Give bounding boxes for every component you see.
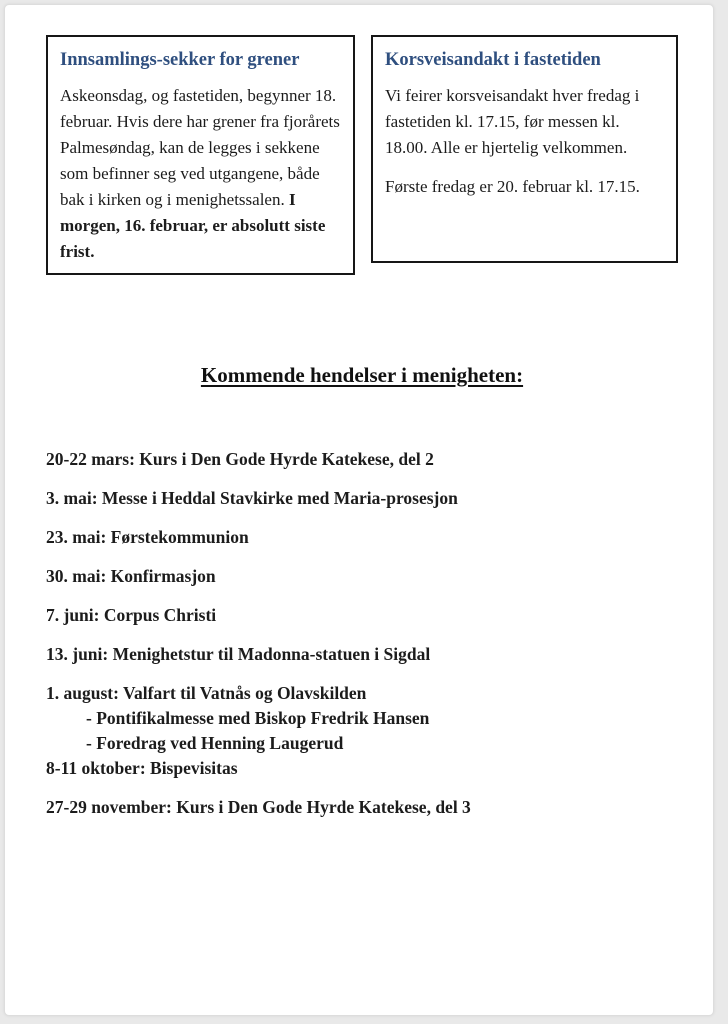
- page-content: [5, 5, 679, 819]
- info-box-innsamling: [46, 35, 355, 275]
- info-box-paragraph: Første fredag er 20. februar kl. 17.15.: [385, 177, 640, 196]
- event-item: 20-22 mars: Kurs i Den Gode Hyrde Katekese, del 2: [46, 449, 434, 469]
- event-item: 3. mai: Messe i Heddal Stavkirke med Maria-prosesjon: [46, 488, 458, 508]
- document-page: [4, 4, 714, 1016]
- events-heading: [46, 363, 678, 388]
- event-item: 23. mai: Førstekommunion: [46, 527, 249, 547]
- info-box-korsvei: [371, 35, 678, 263]
- event-item: 27-29 november: Kurs i Den Gode Hyrde Katekese, del 3: [46, 797, 471, 817]
- events-heading-text: Kommende hendelser i menigheten:: [200, 363, 524, 387]
- info-box-title: Innsamlings-sekker for grener: [60, 50, 300, 70]
- info-boxes-row: [46, 35, 678, 275]
- event-item: 8-11 oktober: Bispevisitas: [46, 758, 238, 778]
- events-list: [46, 447, 678, 819]
- event-item: 13. juni: Menighetstur til Madonna-statuen i Sigdal: [46, 644, 431, 664]
- event-item: 1. august: Valfart til Vatnås og Olavskilden: [46, 683, 367, 703]
- info-box-body: [60, 83, 341, 265]
- info-box-body-bold: I morgen, 16. februar, er absolutt siste frist.: [60, 190, 326, 261]
- event-item: 30. mai: Konfirmasjon: [46, 566, 216, 586]
- info-box-title: Korsveisandakt i fastetiden: [385, 50, 601, 70]
- event-item: 7. juni: Corpus Christi: [46, 605, 217, 625]
- event-subitem: - Foredrag ved Henning Laugerud: [86, 733, 344, 753]
- info-box-paragraph: Vi feirer korsveisandakt hver fredag i fastetiden kl. 17.15, før messen kl. 18.00. Alle er hjertelig velkommen.: [385, 86, 640, 157]
- event-subitem: - Pontifikalmesse med Biskop Fredrik Hansen: [86, 708, 430, 728]
- info-box-body-normal: Askeonsdag, og fastetiden, begynner 18. februar. Hvis dere har grener fra fjorårets Palmesøndag, kan de legges i sekkene som befinner seg ved utgangene, både bak i kirken og i menighetssalen.: [60, 86, 340, 209]
